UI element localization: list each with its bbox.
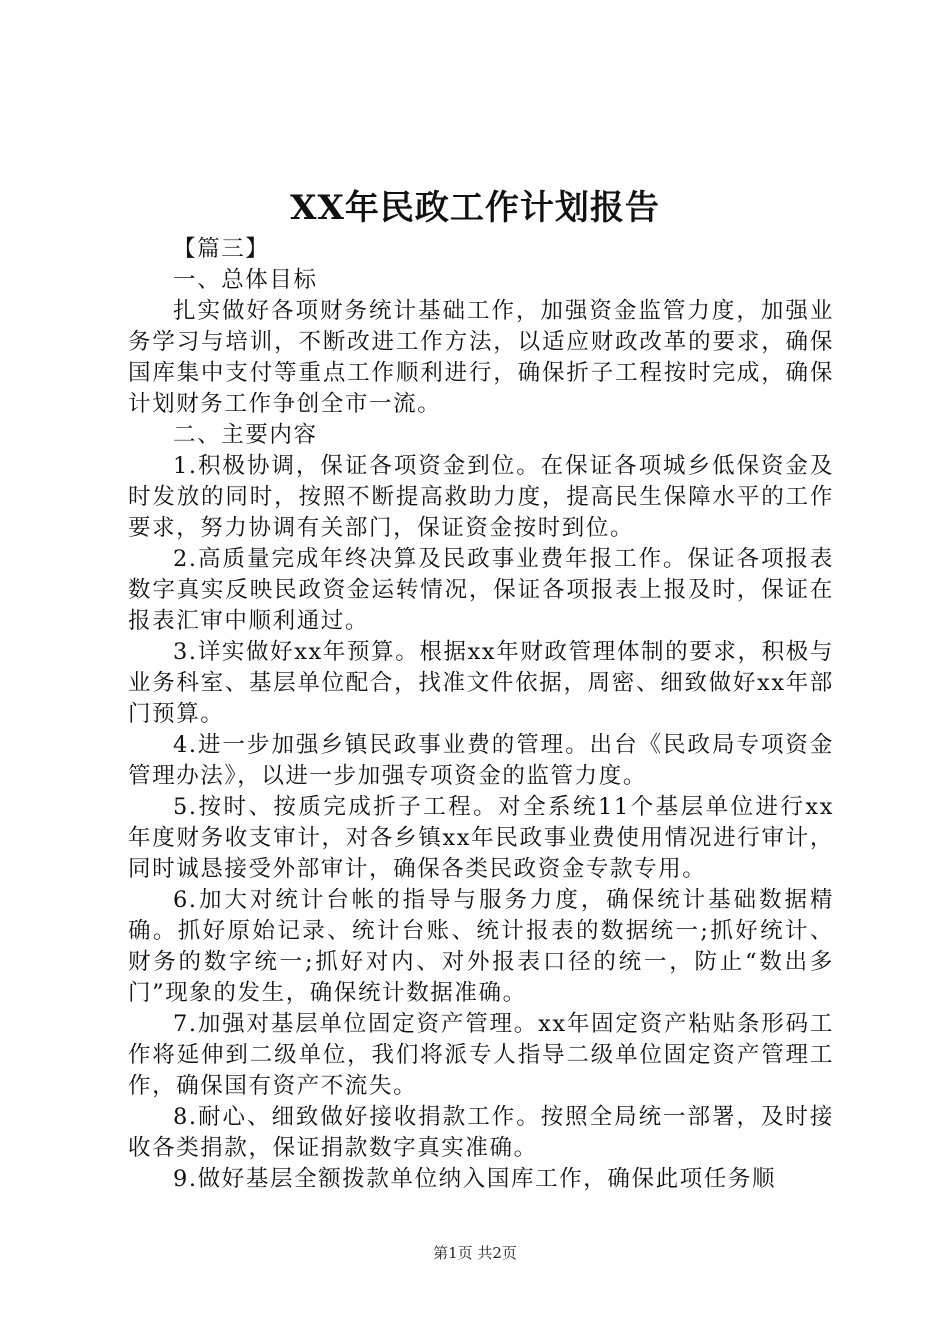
paragraph-overall-goal: 扎实做好各项财务统计基础工作，加强资金监管力度，加强业务学习与培训，不断改进工作方法，以适应财政改革的要求，确保国库集中支付等重点工作顺利进行，确保折子工程按时完成，确保计划财务工作争创全市一流。 [128, 298, 834, 417]
paragraph-item-6: 6.加大对统计台帐的指导与服务力度，确保统计基础数据精确。抓好原始记录、统计台账、统计报表的数据统一;抓好统计、财务的数字统一;抓好对内、对外报表口径的统一，防止“数出多门”现象的发生，确保统计数据准确。 [128, 887, 834, 1006]
paragraph-item-7: 7.加强对基层单位固定资产管理。xx年固定资产粘贴条形码工作将延伸到二级单位，我们将派专人指导二级单位固定资产管理工作，确保国有资产不流失。 [128, 1011, 834, 1099]
section-label: 【篇三】 [173, 236, 270, 262]
paragraph-item-9: 9.做好基层全额拨款单位纳入国库工作，确保此项任务顺 [173, 1166, 777, 1192]
paragraph-item-8: 8.耐心、细致做好接收捐款工作。按照全局统一部署，及时接收各类捐款，保证捐款数字真实准确。 [128, 1104, 834, 1161]
paragraph-item-1: 1.积极协调，保证各项资金到位。在保证各项城乡低保资金及时发放的同时，按照不断提高救助力度，提高民生保障水平的工作要求，努力协调有关部门，保证资金按时到位。 [128, 453, 834, 541]
paragraph-item-4: 4.进一步加强乡镇民政事业费的管理。出台《民政局专项资金管理办法》，以进一步加强专项资金的监管力度。 [128, 732, 834, 789]
page-footer: 第1页 共2页 [433, 1244, 517, 1262]
paragraph-item-2: 2.高质量完成年终决算及民政事业费年报工作。保证各项报表数字真实反映民政资金运转情况，保证各项报表上报及时，保证在报表汇审中顺利通过。 [128, 546, 834, 634]
document-body [128, 234, 834, 1195]
heading-main-content: 二、主要内容 [173, 422, 318, 448]
document-title: XX年民政工作计划报告 [290, 188, 660, 228]
paragraph-item-3: 3.详实做好xx年预算。根据xx年财政管理体制的要求，积极与业务科室、基层单位配合，找准文件依据，周密、细致做好xx年部门预算。 [128, 639, 834, 727]
paragraph-item-5: 5.按时、按质完成折子工程。对全系统11个基层单位进行xx年度财务收支审计，对各乡镇xx年民政事业费使用情况进行审计，同时诚恳接受外部审计，确保各类民政资金专款专用。 [128, 794, 834, 882]
heading-overall-goal: 一、总体目标 [173, 267, 318, 293]
